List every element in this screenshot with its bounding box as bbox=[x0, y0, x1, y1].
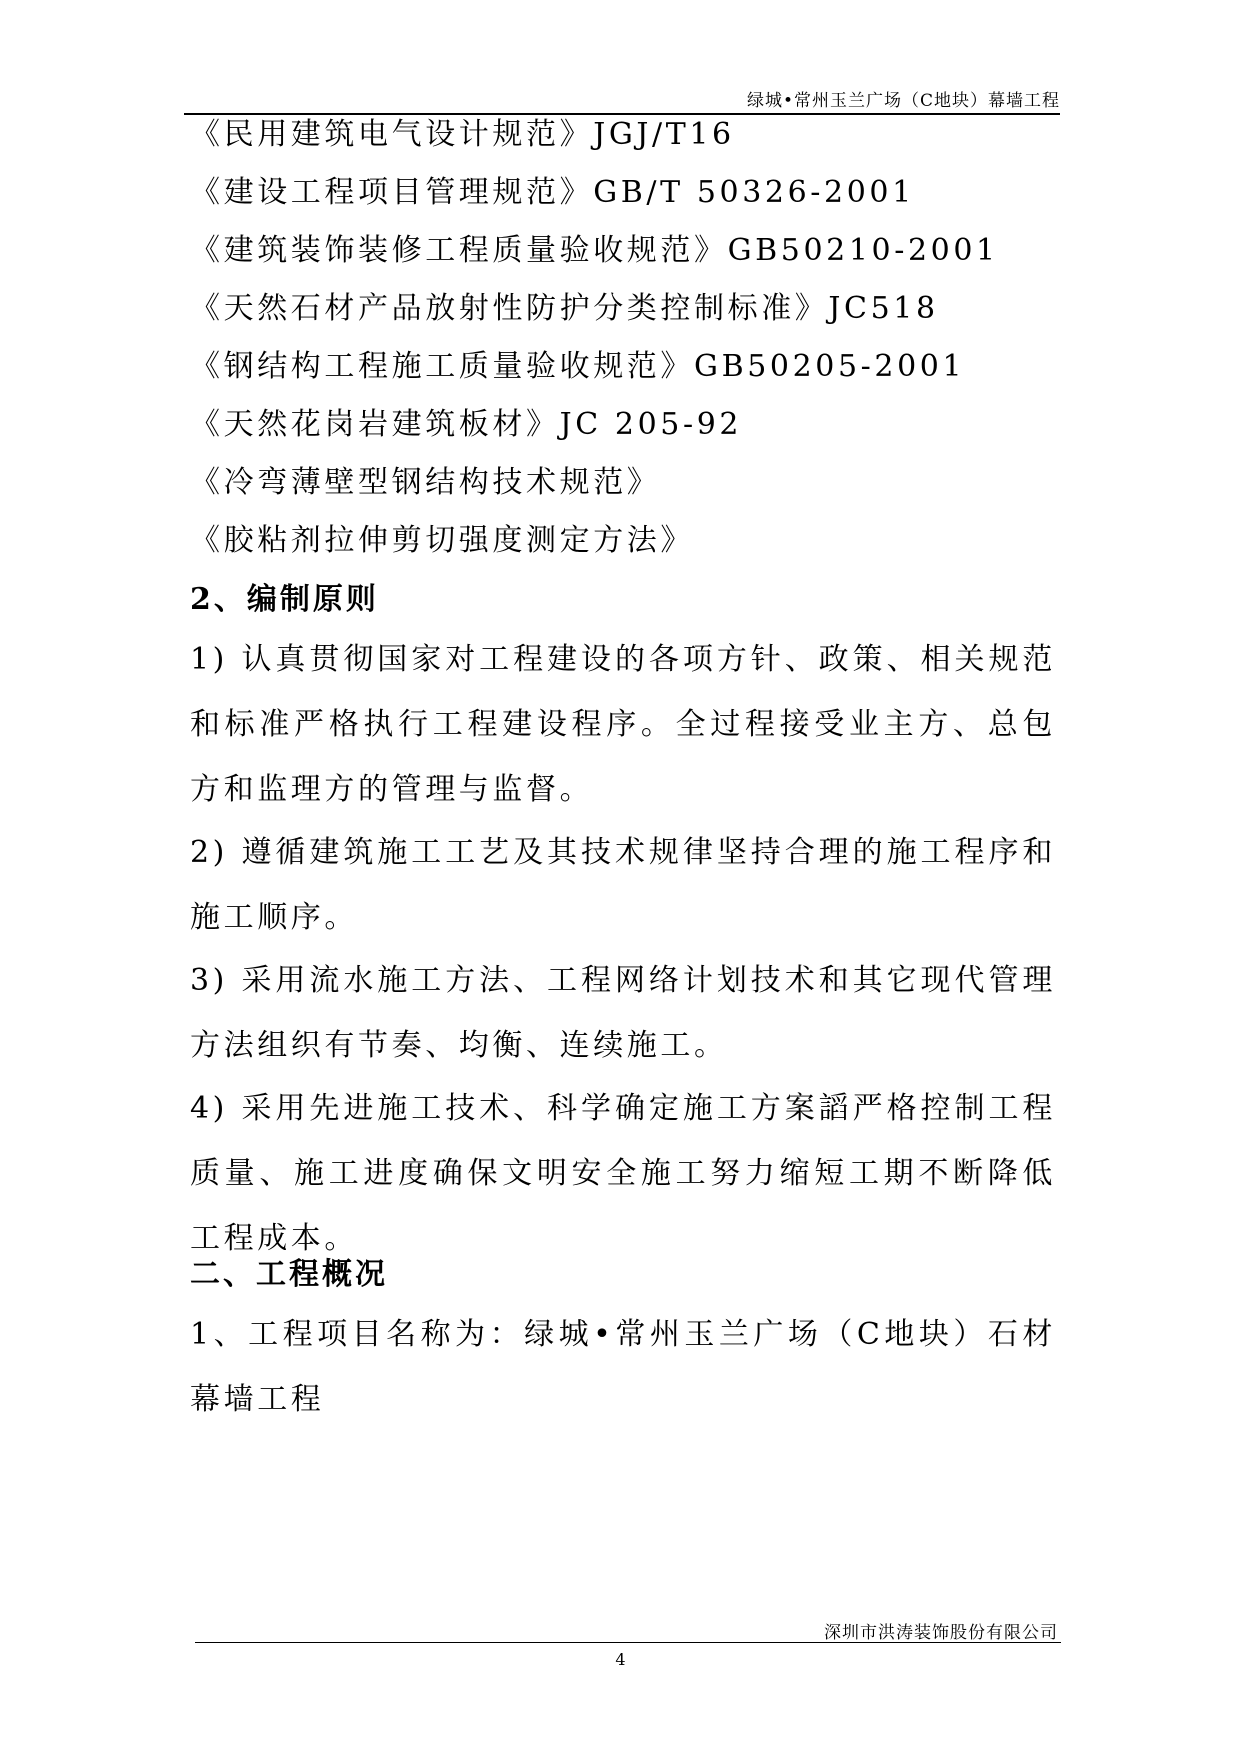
running-header-title: 绿城•常州玉兰广场（C地块）幕墙工程 bbox=[746, 91, 1060, 111]
principle-item-3: 3) 采用流水施工方法、工程网络计划技术和其它现代管理方法组织有节奏、均衡、连续施工。 bbox=[190, 963, 1056, 1063]
reference-item: 《建筑装饰装修工程质量验收规范》GB50210-2001 bbox=[190, 233, 999, 268]
header-divider bbox=[184, 113, 1060, 115]
reference-item: 《冷弯薄壁型钢结构技术规范》 bbox=[190, 465, 661, 500]
reference-item: 《天然花岗岩建筑板材》JC 205-92 bbox=[190, 407, 743, 442]
reference-item: 《民用建筑电气设计规范》JGJ/T16 bbox=[190, 117, 735, 152]
page-number: 4 bbox=[615, 1650, 626, 1669]
reference-item: 《钢结构工程施工质量验收规范》GB50205-2001 bbox=[190, 349, 966, 384]
reference-item: 《天然石材产品放射性防护分类控制标准》JC518 bbox=[190, 291, 939, 326]
principle-item-2: 2) 遵循建筑施工工艺及其技术规律坚持合理的施工程序和施工顺序。 bbox=[190, 835, 1056, 935]
footer-divider bbox=[195, 1642, 1061, 1643]
reference-item: 《胶粘剂拉伸剪切强度测定方法》 bbox=[190, 523, 694, 558]
section-heading-overview: 二、工程概况 bbox=[190, 1257, 388, 1292]
principle-item-1: 1) 认真贯彻国家对工程建设的各项方针、政策、相关规范和标准严格执行工程建设程序。全过程接受业主方、总包方和监理方的管理与监督。 bbox=[190, 642, 1056, 807]
reference-item: 《建设工程项目管理规范》GB/T 50326-2001 bbox=[190, 175, 915, 210]
section-heading-principles: 2、编制原则 bbox=[190, 582, 379, 617]
overview-item-1: 1、工程项目名称为：绿城•常州玉兰广场（C地块）石材幕墙工程 bbox=[190, 1317, 1056, 1417]
principle-item-4: 4) 采用先进施工技术、科学确定施工方案謟严格控制工程质量、施工进度确保文明安全施工努力缩短工期不断降低工程成本。 bbox=[190, 1091, 1056, 1256]
footer-company: 深圳市洪涛装饰股份有限公司 bbox=[824, 1623, 1058, 1643]
